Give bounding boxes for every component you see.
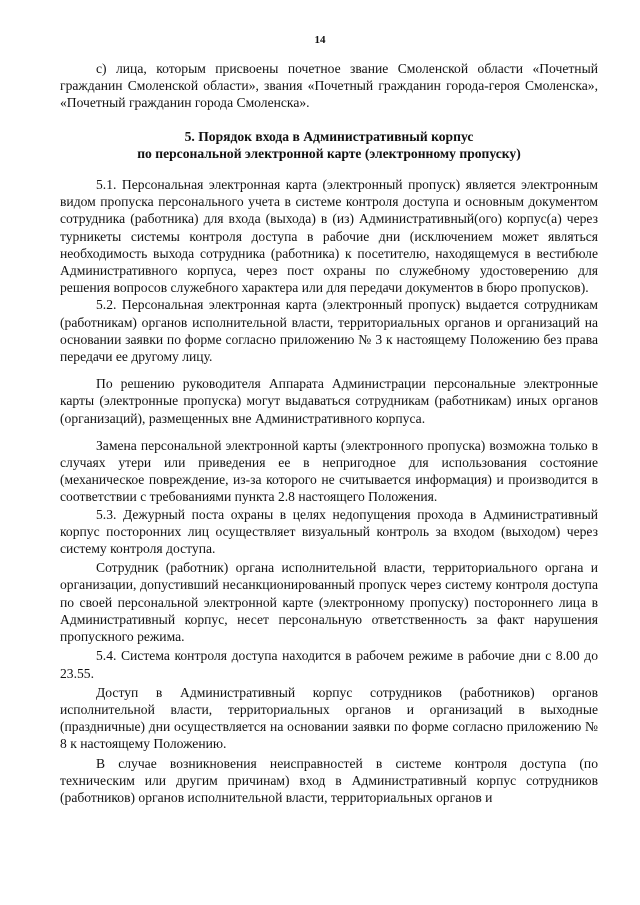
section-heading-line-1: 5. Порядок входа в Административный корпус [184,128,474,144]
section-heading-line-2: по персональной электронной карте (электронному пропуску) [137,145,521,161]
paragraph-weekend-access: Доступ в Административный корпус сотрудников (работников) органов исполнительной власти, территориальных органов и организаций в выходные (праздничные) дни осуществляется на основании заявки по форме согласно приложению № 8 к настоящему Положению. [60,684,598,752]
paragraph-card-replacement: Замена персональной электронной карты (электронного пропуска) возможна только в случаях утери или приведения ее в непригодное для использования состояние (механическое повреждение, из-за которого не считывается информация) и производится в соответствии с требованиями пункта 2.8 настоящего Положения. [60,437,598,505]
paragraph-5-2: 5.2. Персональная электронная карта (электронный пропуск) выдается сотрудникам (работникам) органов исполнительной власти, территориальных органов и организаций на основании заявки по форме согласно приложению № 3 к настоящему Положению без права передачи ее другому лицу. [60,297,598,365]
document-body [60,60,598,806]
section-heading [60,128,598,162]
paragraph-responsibility: Сотрудник (работник) органа исполнительной власти, территориального органа и организации, допустивший несанкционированный пропуск через систему контроля доступа по своей персональной электронной карте (электронному пропуску) постороннего лица в Административный корпус, несет персональную ответственность за факт нарушения пропускного режима. [60,560,598,645]
paragraph-c: с) лица, которым присвоены почетное звание Смоленской области «Почетный гражданин Смоленской области», звания «Почетный гражданин города-героя Смоленска», «Почетный гражданин города Смоленска». [60,61,598,111]
page-number: 14 [314,34,326,46]
paragraph-malfunction: В случае возникновения неисправностей в системе контроля доступа (по техническим или другим причинам) вход в Административный корпус сотрудников (работников) органов исполнительной власти, территориальных органов и [60,755,598,805]
paragraph-5-1: 5.1. Персональная электронная карта (электронный пропуск) является электронным видом пропуска персонального учета в системе контроля доступа и основным документом сотрудника (работника) для входа (выхода) в (из) Административный(ого) корпус(а) через турникеты системы контроля доступа в рабочие дни (исключением может являться необходимость выхода сотрудника (работника) к посетителю, находящемуся в вестибюле Административного корпуса, через пост охраны по служебному удостоверению для решения вопросов служебного характера или для передачи документов в бюро пропусков). [60,177,598,296]
paragraph-head-decision: По решению руководителя Аппарата Администрации персональные электронные карты (электронные пропуска) могут выдаваться сотрудникам (работникам) иных органов (организаций), размещенных вне Административного корпуса. [60,376,598,426]
paragraph-5-3: 5.3. Дежурный поста охраны в целях недопущения прохода в Административный корпус посторонних лиц осуществляет визуальный контроль за входом (выходом) через систему контроля доступа. [60,506,598,557]
paragraph-5-4: 5.4. Система контроля доступа находится в рабочем режиме в рабочие дни с 8.00 до 23.55. [60,648,598,681]
